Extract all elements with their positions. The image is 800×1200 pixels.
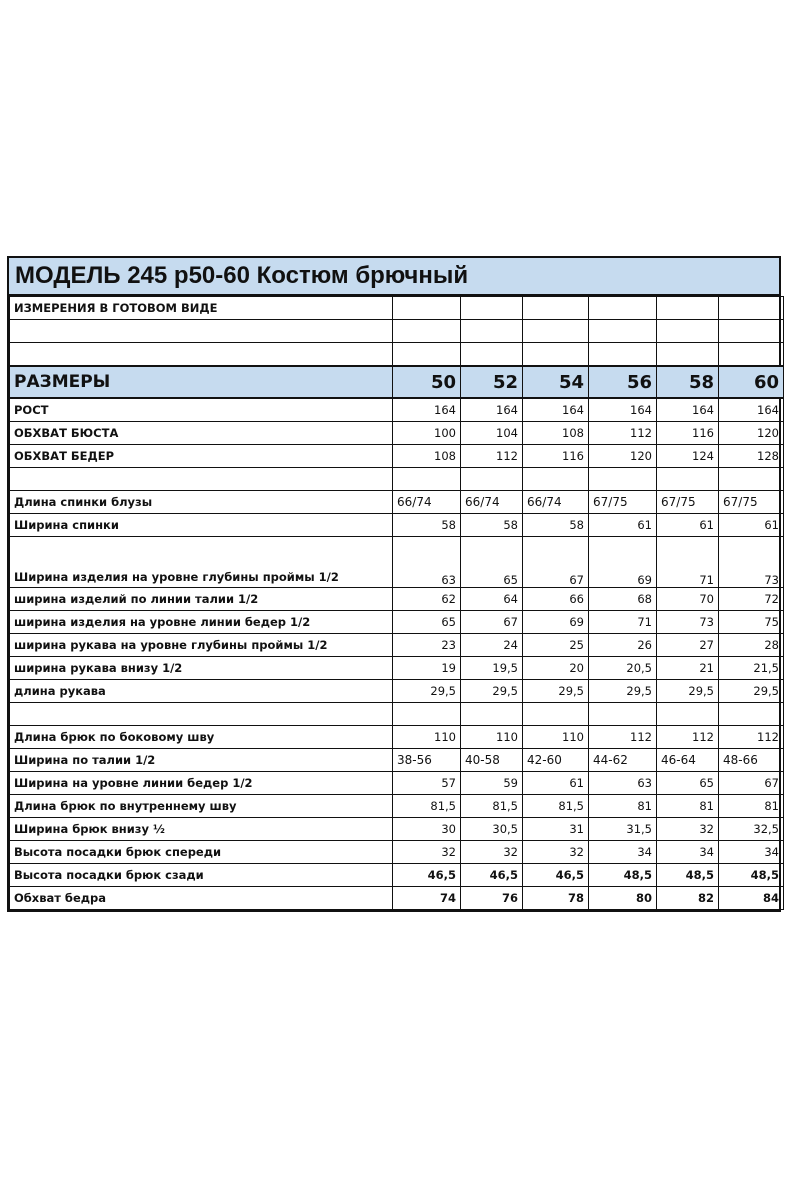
cell-value: 112 xyxy=(657,726,719,749)
cell-value: 78 xyxy=(523,887,589,910)
cell-value: 70 xyxy=(657,588,719,611)
cell-value: 128 xyxy=(719,445,784,468)
cell-value: 84 xyxy=(719,887,784,910)
cell-value: 71 xyxy=(657,537,719,588)
cell-value: 71 xyxy=(589,611,657,634)
sizes-header-row xyxy=(10,366,784,398)
cell-value: 48,5 xyxy=(719,864,784,887)
cell-value: 32 xyxy=(657,818,719,841)
empty-row xyxy=(10,703,784,726)
cell-value: 42-60 xyxy=(523,749,589,772)
cell-value: 30,5 xyxy=(461,818,523,841)
table-row xyxy=(10,864,784,887)
table-row xyxy=(10,749,784,772)
subtitle: ИЗМЕРЕНИЯ В ГОТОВОМ ВИДЕ xyxy=(10,297,393,320)
cell-value: 64 xyxy=(461,588,523,611)
cell-value: 65 xyxy=(393,611,461,634)
cell-value: 82 xyxy=(657,887,719,910)
cell-value: 67 xyxy=(523,537,589,588)
cell-value: 124 xyxy=(657,445,719,468)
cell-value: 69 xyxy=(589,537,657,588)
empty-row xyxy=(10,468,784,491)
cell-value: 67/75 xyxy=(719,491,784,514)
cell-value: 32,5 xyxy=(719,818,784,841)
cell-value: 20 xyxy=(523,657,589,680)
cell-value: 164 xyxy=(393,398,461,422)
cell-value: 116 xyxy=(523,445,589,468)
cell-value: 61 xyxy=(523,772,589,795)
cell-value: 29,5 xyxy=(589,680,657,703)
cell-value: 120 xyxy=(719,422,784,445)
cell-value: 112 xyxy=(589,726,657,749)
cell-value: 58 xyxy=(393,514,461,537)
cell-value: 67/75 xyxy=(589,491,657,514)
row-label: РОСТ xyxy=(10,398,393,422)
cell-value: 48-66 xyxy=(719,749,784,772)
cell-value: 76 xyxy=(461,887,523,910)
cell-value: 25 xyxy=(523,634,589,657)
table-row xyxy=(10,422,784,445)
size-header: 60 xyxy=(719,366,784,398)
cell-value: 61 xyxy=(589,514,657,537)
empty-row xyxy=(10,320,784,343)
table-row xyxy=(10,398,784,422)
cell-value: 164 xyxy=(719,398,784,422)
measurements-table xyxy=(9,296,784,910)
cell-value: 67 xyxy=(461,611,523,634)
cell-value: 108 xyxy=(523,422,589,445)
table-row xyxy=(10,634,784,657)
cell-value: 81,5 xyxy=(393,795,461,818)
cell-value: 48,5 xyxy=(589,864,657,887)
cell-value: 30 xyxy=(393,818,461,841)
cell-value: 48,5 xyxy=(657,864,719,887)
size-header: 52 xyxy=(461,366,523,398)
cell-value: 112 xyxy=(719,726,784,749)
cell-value: 58 xyxy=(523,514,589,537)
table-row xyxy=(10,491,784,514)
cell-value: 20,5 xyxy=(589,657,657,680)
cell-value: 29,5 xyxy=(523,680,589,703)
cell-value: 61 xyxy=(719,514,784,537)
cell-value: 29,5 xyxy=(461,680,523,703)
cell-value: 46,5 xyxy=(523,864,589,887)
cell-value: 81,5 xyxy=(461,795,523,818)
cell-value: 29,5 xyxy=(393,680,461,703)
row-label: Длина брюк по внутреннему шву xyxy=(10,795,393,818)
cell-value: 112 xyxy=(461,445,523,468)
cell-value: 21,5 xyxy=(719,657,784,680)
cell-value: 81 xyxy=(719,795,784,818)
row-label: Ширина по талии 1/2 xyxy=(10,749,393,772)
cell-value: 19,5 xyxy=(461,657,523,680)
row-label: длина рукава xyxy=(10,680,393,703)
cell-value: 24 xyxy=(461,634,523,657)
row-label: Высота посадки брюк сзади xyxy=(10,864,393,887)
cell-value: 65 xyxy=(461,537,523,588)
row-label: Ширина изделия на уровне глубины проймы 1/2 xyxy=(10,537,393,588)
cell-value: 63 xyxy=(589,772,657,795)
cell-value: 46-64 xyxy=(657,749,719,772)
chart-title: МОДЕЛЬ 245 р50-60 Костюм брючный xyxy=(9,258,779,296)
cell-value: 63 xyxy=(393,537,461,588)
cell-value: 120 xyxy=(589,445,657,468)
row-label: ОБХВАТ БЮСТА xyxy=(10,422,393,445)
cell-value: 61 xyxy=(657,514,719,537)
cell-value: 32 xyxy=(461,841,523,864)
cell-value: 62 xyxy=(393,588,461,611)
cell-value: 27 xyxy=(657,634,719,657)
table-row xyxy=(10,726,784,749)
cell-value: 57 xyxy=(393,772,461,795)
cell-value: 116 xyxy=(657,422,719,445)
table-row xyxy=(10,772,784,795)
cell-value: 72 xyxy=(719,588,784,611)
table-row xyxy=(10,841,784,864)
cell-value: 73 xyxy=(719,537,784,588)
cell-value: 32 xyxy=(523,841,589,864)
row-label: Длина спинки блузы xyxy=(10,491,393,514)
size-header: 56 xyxy=(589,366,657,398)
cell-value: 100 xyxy=(393,422,461,445)
size-header: 58 xyxy=(657,366,719,398)
cell-value: 164 xyxy=(461,398,523,422)
cell-value: 81,5 xyxy=(523,795,589,818)
cell-value: 69 xyxy=(523,611,589,634)
cell-value: 34 xyxy=(589,841,657,864)
row-label: Ширина спинки xyxy=(10,514,393,537)
cell-value: 23 xyxy=(393,634,461,657)
table-row xyxy=(10,795,784,818)
cell-value: 110 xyxy=(523,726,589,749)
row-label: Обхват бедра xyxy=(10,887,393,910)
row-label: ширина рукава на уровне глубины проймы 1/2 xyxy=(10,634,393,657)
cell-value: 81 xyxy=(589,795,657,818)
cell-value: 110 xyxy=(393,726,461,749)
row-label: ширина рукава внизу 1/2 xyxy=(10,657,393,680)
cell-value: 32 xyxy=(393,841,461,864)
cell-value: 65 xyxy=(657,772,719,795)
cell-value: 66/74 xyxy=(393,491,461,514)
cell-value: 80 xyxy=(589,887,657,910)
cell-value: 26 xyxy=(589,634,657,657)
row-label: Ширина на уровне линии бедер 1/2 xyxy=(10,772,393,795)
cell-value: 31,5 xyxy=(589,818,657,841)
cell-value: 34 xyxy=(719,841,784,864)
cell-value: 28 xyxy=(719,634,784,657)
table-row xyxy=(10,514,784,537)
cell-value: 59 xyxy=(461,772,523,795)
cell-value: 81 xyxy=(657,795,719,818)
row-label: ОБХВАТ БЕДЕР xyxy=(10,445,393,468)
cell-value: 40-58 xyxy=(461,749,523,772)
cell-value: 46,5 xyxy=(393,864,461,887)
cell-value: 19 xyxy=(393,657,461,680)
row-label: Ширина брюк внизу ½ xyxy=(10,818,393,841)
table-row xyxy=(10,445,784,468)
cell-value: 38-56 xyxy=(393,749,461,772)
row-label: Высота посадки брюк спереди xyxy=(10,841,393,864)
table-row xyxy=(10,611,784,634)
table-row xyxy=(10,588,784,611)
cell-value: 66/74 xyxy=(461,491,523,514)
cell-value: 164 xyxy=(657,398,719,422)
cell-value: 29,5 xyxy=(657,680,719,703)
cell-value: 67 xyxy=(719,772,784,795)
cell-value: 34 xyxy=(657,841,719,864)
cell-value: 31 xyxy=(523,818,589,841)
cell-value: 66/74 xyxy=(523,491,589,514)
cell-value: 73 xyxy=(657,611,719,634)
cell-value: 110 xyxy=(461,726,523,749)
size-chart xyxy=(7,256,781,912)
size-header: 50 xyxy=(393,366,461,398)
cell-value: 108 xyxy=(393,445,461,468)
table-row xyxy=(10,657,784,680)
table-row xyxy=(10,680,784,703)
row-label: ширина изделий по линии талии 1/2 xyxy=(10,588,393,611)
cell-value: 67/75 xyxy=(657,491,719,514)
row-label: Длина брюк по боковому шву xyxy=(10,726,393,749)
empty-row xyxy=(10,343,784,367)
cell-value: 46,5 xyxy=(461,864,523,887)
sizes-label: РАЗМЕРЫ xyxy=(10,366,393,398)
cell-value: 58 xyxy=(461,514,523,537)
cell-value: 66 xyxy=(523,588,589,611)
table-row xyxy=(10,537,784,588)
cell-value: 21 xyxy=(657,657,719,680)
cell-value: 104 xyxy=(461,422,523,445)
cell-value: 164 xyxy=(589,398,657,422)
cell-value: 44-62 xyxy=(589,749,657,772)
cell-value: 29,5 xyxy=(719,680,784,703)
cell-value: 112 xyxy=(589,422,657,445)
cell-value: 68 xyxy=(589,588,657,611)
size-header: 54 xyxy=(523,366,589,398)
table-row xyxy=(10,887,784,910)
cell-value: 74 xyxy=(393,887,461,910)
subtitle-row xyxy=(10,297,784,320)
row-label: ширина изделия на уровне линии бедер 1/2 xyxy=(10,611,393,634)
cell-value: 164 xyxy=(523,398,589,422)
table-row xyxy=(10,818,784,841)
cell-value: 75 xyxy=(719,611,784,634)
